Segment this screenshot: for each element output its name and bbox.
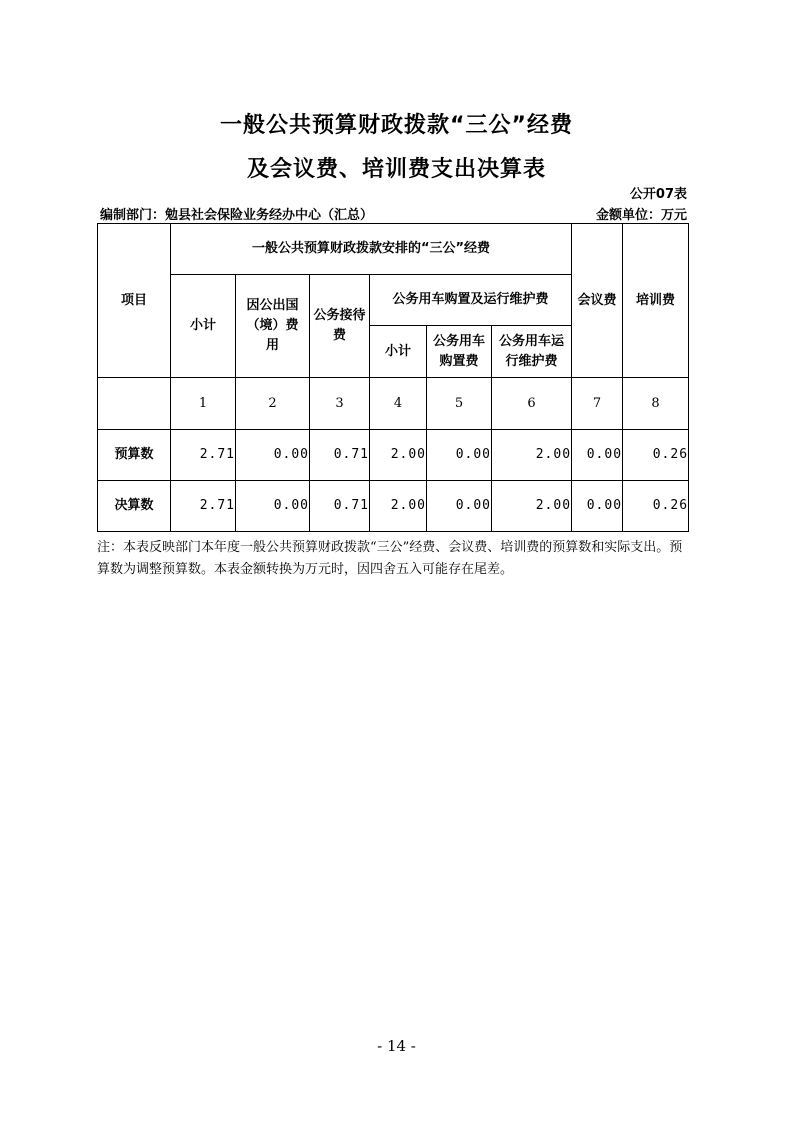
expenditure-table (97, 223, 689, 532)
header-vehicle-purchase: 公务用车购置费 (427, 326, 492, 378)
header-vehicle-subtotal: 小计 (370, 326, 427, 378)
column-number-row (98, 378, 689, 430)
value-cell: 0.00 (427, 430, 492, 481)
unit-label: 金额单位：万元 (595, 208, 687, 223)
column-number: 1 (171, 378, 236, 430)
page-number: - 14 - (377, 1037, 416, 1055)
header-vehicle-operation: 公务用车运行维护费 (492, 326, 572, 378)
value-cell: 0.71 (310, 430, 370, 481)
column-number: 6 (492, 378, 572, 430)
header-reception: 公务接待费 (310, 275, 370, 378)
header-abroad: 因公出国（境）费用 (236, 275, 310, 378)
value-cell: 0.00 (236, 430, 310, 481)
value-cell: 0.26 (623, 430, 689, 481)
value-cell: 0.26 (623, 481, 689, 532)
value-cell: 0.71 (310, 481, 370, 532)
header-subtotal: 小计 (171, 275, 236, 378)
value-cell: 2.00 (370, 430, 427, 481)
header-training: 培训费 (623, 224, 689, 378)
value-cell: 2.00 (492, 481, 572, 532)
column-number: 8 (623, 378, 689, 430)
row-label: 决算数 (98, 481, 171, 532)
table-row-budget (98, 430, 689, 481)
header-group: 一般公共预算财政拨款安排的“三公”经费 (171, 224, 572, 275)
value-cell: 0.00 (572, 481, 623, 532)
value-cell: 0.00 (572, 430, 623, 481)
value-cell: 0.00 (427, 481, 492, 532)
value-cell: 2.71 (171, 481, 236, 532)
value-cell: 2.71 (171, 430, 236, 481)
footnote: 注：本表反映部门本年度一般公共预算财政拨款“三公”经费、会议费、培训费的预算数和实际支出。预算数为调整预算数。本表金额转换为万元时，因四舍五入可能存在尾差。 (97, 540, 683, 577)
column-number: 7 (572, 378, 623, 430)
department-label: 编制部门：勉县社会保险业务经办中心（汇总） (100, 208, 374, 223)
header-meeting: 会议费 (572, 224, 623, 378)
column-number: 3 (310, 378, 370, 430)
value-cell: 0.00 (236, 481, 310, 532)
column-number-blank (98, 378, 171, 430)
report-title-line1: 一般公共预算财政拨款“三公”经费 (220, 113, 573, 138)
column-number: 2 (236, 378, 310, 430)
report-title-line2: 及会议费、培训费支出决算表 (246, 157, 546, 182)
table-code: 公开07表 (629, 187, 687, 202)
column-number: 4 (370, 378, 427, 430)
table-row-actual (98, 481, 689, 532)
value-cell: 2.00 (492, 430, 572, 481)
value-cell: 2.00 (370, 481, 427, 532)
header-vehicle-group: 公务用车购置及运行维护费 (370, 275, 572, 326)
header-item: 项目 (98, 224, 171, 378)
column-number: 5 (427, 378, 492, 430)
row-label: 预算数 (98, 430, 171, 481)
